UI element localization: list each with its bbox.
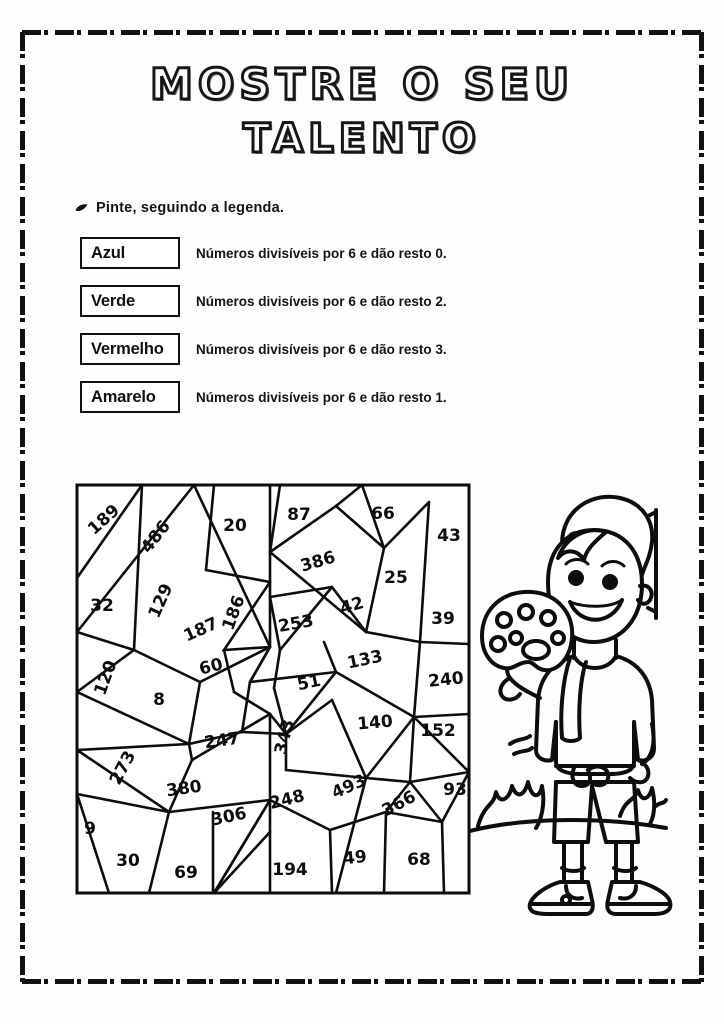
puzzle-number: 51 (295, 670, 323, 696)
puzzle-number: 20 (223, 516, 247, 536)
leg-left (564, 842, 582, 884)
puzzle-number: 273 (105, 747, 141, 789)
puzzle-number: 386 (298, 547, 338, 577)
puzzle-number: 306 (209, 803, 249, 831)
rule-divisor: 6 (348, 341, 356, 357)
eye-left (568, 570, 584, 586)
legend-color-box-vermelho[interactable] (80, 333, 180, 365)
border-bottom (22, 976, 702, 987)
puzzle-number: 187 (180, 613, 222, 647)
rule-remainder: 1 (435, 389, 443, 405)
legend-rule-amarelo (196, 390, 447, 405)
legend-rule-azul (196, 246, 447, 261)
sock-right (614, 868, 636, 871)
rule-prefix: Números divisíveis por (196, 245, 349, 261)
legend-row-azul (80, 236, 447, 270)
eye-right (602, 574, 618, 590)
border-top (22, 27, 702, 38)
puzzle-number: 189 (84, 500, 124, 540)
shorts-left (554, 782, 592, 842)
legend-row-vermelho (80, 332, 447, 366)
scarf (561, 658, 586, 741)
legend-color-label: Vermelho (91, 339, 164, 358)
puzzle-number: 69 (174, 863, 198, 883)
rule-mid: e dão resto (355, 389, 436, 405)
puzzle-number: 8 (153, 690, 165, 710)
legend (80, 236, 447, 428)
legend-rule-vermelho (196, 342, 447, 357)
rule-remainder: 0 (435, 245, 443, 261)
legend-rule-verde (196, 294, 447, 309)
sneakers (530, 882, 671, 914)
puzzle-number: 493 (328, 770, 370, 804)
puzzle-number: 93 (443, 780, 467, 800)
puzzle-number: 152 (420, 721, 456, 741)
rule-suffix: . (442, 245, 447, 261)
legend-color-label: Amarelo (91, 387, 156, 406)
puzzle-number: 186 (218, 592, 250, 634)
legend-row-verde (80, 284, 447, 318)
puzzle-number: 49 (342, 846, 368, 870)
shorts-right (592, 782, 638, 842)
rule-divisor: 6 (348, 245, 356, 261)
legend-color-label: Azul (91, 243, 126, 262)
rule-suffix: . (442, 389, 447, 405)
rule-mid: e dão resto (355, 245, 436, 261)
legend-color-box-amarelo[interactable] (80, 381, 180, 413)
puzzle-number: 68 (407, 850, 431, 870)
rule-prefix: Números divisíveis por (196, 293, 349, 309)
rule-remainder: 2 (435, 293, 443, 309)
puzzle-number: 66 (371, 504, 395, 524)
puzzle-number: 9 (84, 819, 96, 839)
rule-divisor: 6 (348, 389, 356, 405)
rule-prefix: Números divisíveis por (196, 341, 349, 357)
legend-color-box-verde[interactable] (80, 285, 180, 317)
puzzle-number: 240 (427, 668, 465, 692)
color-by-number-puzzle[interactable] (74, 482, 472, 896)
puzzle-number: 140 (356, 711, 394, 735)
puzzle-number: 87 (287, 505, 311, 525)
puzzle-number: 120 (90, 657, 122, 699)
puzzle-number: 129 (144, 580, 178, 622)
puzzle-number: 253 (276, 611, 316, 637)
puzzle-number: 343 (271, 717, 299, 757)
boy-with-paint-palette-illustration (470, 486, 700, 916)
puzzle-number: 32 (90, 596, 114, 616)
puzzle-number: 42 (337, 593, 367, 619)
pencil-icon (74, 203, 89, 214)
title-line-1: MOSTRE O SEU (150, 60, 574, 110)
puzzle-number: 366 (378, 786, 420, 822)
border-left (17, 32, 28, 982)
legend-color-label: Verde (91, 291, 135, 310)
puzzle-number: 60 (197, 654, 225, 680)
leg-right (616, 842, 632, 884)
sock-left (562, 868, 584, 871)
rule-mid: e dão resto (355, 293, 436, 309)
instruction-row (74, 200, 284, 216)
puzzle-number: 247 (203, 728, 241, 754)
rule-suffix: . (442, 293, 447, 309)
puzzle-number: 39 (431, 609, 455, 629)
puzzle-number: 25 (384, 568, 408, 588)
instruction-text: Pinte, seguindo a legenda. (96, 200, 285, 216)
rule-remainder: 3 (435, 341, 443, 357)
paint-palette (482, 592, 572, 670)
puzzle-number: 133 (345, 646, 385, 674)
legend-row-amarelo (80, 380, 447, 414)
rule-mid: e dão resto (355, 341, 436, 357)
rule-prefix: Números divisíveis por (196, 389, 349, 405)
legend-color-box-azul[interactable] (80, 237, 180, 269)
puzzle-number: 486 (137, 516, 175, 558)
collar (574, 656, 616, 668)
puzzle-number: 30 (116, 851, 140, 871)
page-title (0, 58, 724, 166)
puzzle-number: 248 (267, 786, 307, 814)
title-line-2: TALENTO (243, 116, 481, 162)
rule-suffix: . (442, 341, 447, 357)
rule-divisor: 6 (348, 293, 356, 309)
puzzle-number: 194 (272, 860, 308, 880)
puzzle-number: 43 (437, 526, 461, 546)
puzzle-number: 380 (165, 776, 203, 802)
